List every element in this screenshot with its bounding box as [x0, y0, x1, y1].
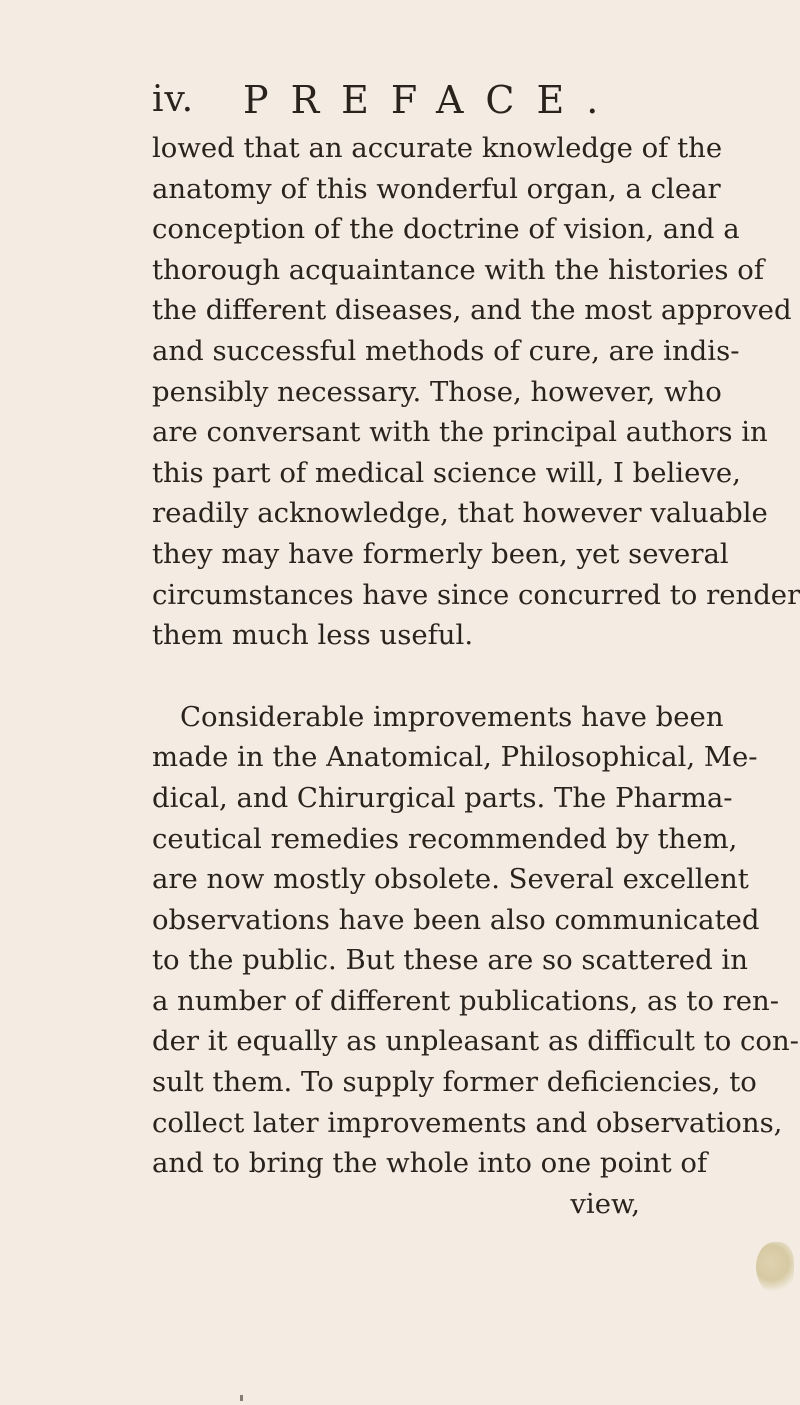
text-line: readily acknowledge, that however valuable — [152, 497, 768, 530]
text-line: conception of the doctrine of vision, and a — [152, 213, 740, 246]
text-line: dical, and Chirurgical parts. The Pharma- — [152, 781, 733, 814]
paragraph-gap — [152, 656, 652, 697]
text-line: them much less useful. — [152, 619, 474, 652]
paragraph-2 — [152, 697, 799, 1184]
text-line: anatomy of this wonderful organ, a clear — [152, 172, 721, 205]
text-line: are now mostly obsolete. Several excellent — [152, 863, 749, 896]
page-header — [0, 78, 800, 122]
text-line: pensibly necessary. Those, however, who — [152, 375, 722, 408]
body-text — [152, 128, 800, 1224]
text-line: circumstances have since concurred to render — [152, 578, 800, 611]
page-number: iv. — [152, 79, 195, 120]
ink-speck — [240, 1395, 243, 1401]
text-line: this part of medical science will, I believe, — [152, 456, 741, 489]
text-line: observations have been also communicated — [152, 903, 760, 936]
text-line: and to bring the whole into one point of — [152, 1147, 708, 1180]
text-line: they may have formerly been, yet several — [152, 537, 729, 570]
paper-stain — [756, 1242, 794, 1294]
text-line: Considerable improvements have been — [180, 700, 724, 733]
text-line: made in the Anatomical, Philosophical, Me- — [152, 741, 758, 774]
paragraph-1 — [152, 128, 800, 656]
catchword: view, — [570, 1187, 640, 1220]
text-line: sult them. To supply former deficiencies, to — [152, 1066, 757, 1099]
text-line: to the public. But these are so scattered in — [152, 944, 748, 977]
running-head: PREFACE. — [243, 78, 621, 122]
text-line: thorough acquaintance with the histories of — [152, 253, 765, 286]
text-line: a number of different publications, as to ren- — [152, 984, 780, 1017]
text-line: are conversant with the principal authors in — [152, 416, 768, 449]
text-line: der it equally as unpleasant as difficult to con- — [152, 1025, 799, 1058]
text-line: ceutical remedies recommended by them, — [152, 822, 738, 855]
text-line: lowed that an accurate knowledge of the — [152, 132, 723, 164]
text-line: the different diseases, and the most approved — [152, 294, 792, 327]
text-line: and successful methods of cure, are indis- — [152, 334, 740, 367]
text-line: collect later improvements and observations, — [152, 1106, 783, 1139]
